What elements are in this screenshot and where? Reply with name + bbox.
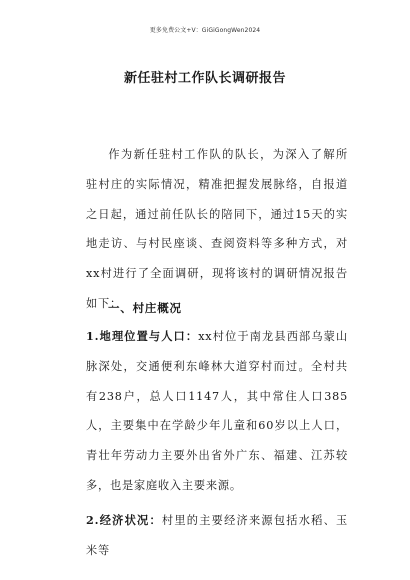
intro-paragraph: 作为新任驻村工作队的队长，为深入了解所驻村庄的实际情况，精准把握发展脉络，自报道之日起，通过前任队长的陪同下，通过15天的实地走访、与村民座谈、查阅资料等多种方式，对xx村进行了全面调研，现将该村的调研情况报告如下： [86,148,348,310]
header-watermark: 更多免费公文+V：GiGiGongWen2024 [149,27,261,34]
section-heading-village-overview: 一、村庄概况 [108,301,182,315]
item-lead-geography: 1.地理位置与人口： [86,329,199,343]
document-title: 新任驻村工作队长调研报告 [123,71,286,86]
item-text-economy: 村里的主要经济来源包括水稻、玉米等 [86,514,348,557]
item-lead-economy: 2.经济状况： [86,513,162,527]
paragraph-economy [86,506,348,566]
item-text-geography: xx村位于南龙县西部乌蒙山脉深处，交通便利东峰林大道穿村而过。全村共有238户，总人口1147人，其中常住人口385人，主要集中在学龄少年儿童和60岁以上人口，青壮年劳动力主要外出省外广东、福建、江苏较多，也是家庭收入主要来源。 [86,330,348,492]
paragraph-geography-population [86,322,348,501]
